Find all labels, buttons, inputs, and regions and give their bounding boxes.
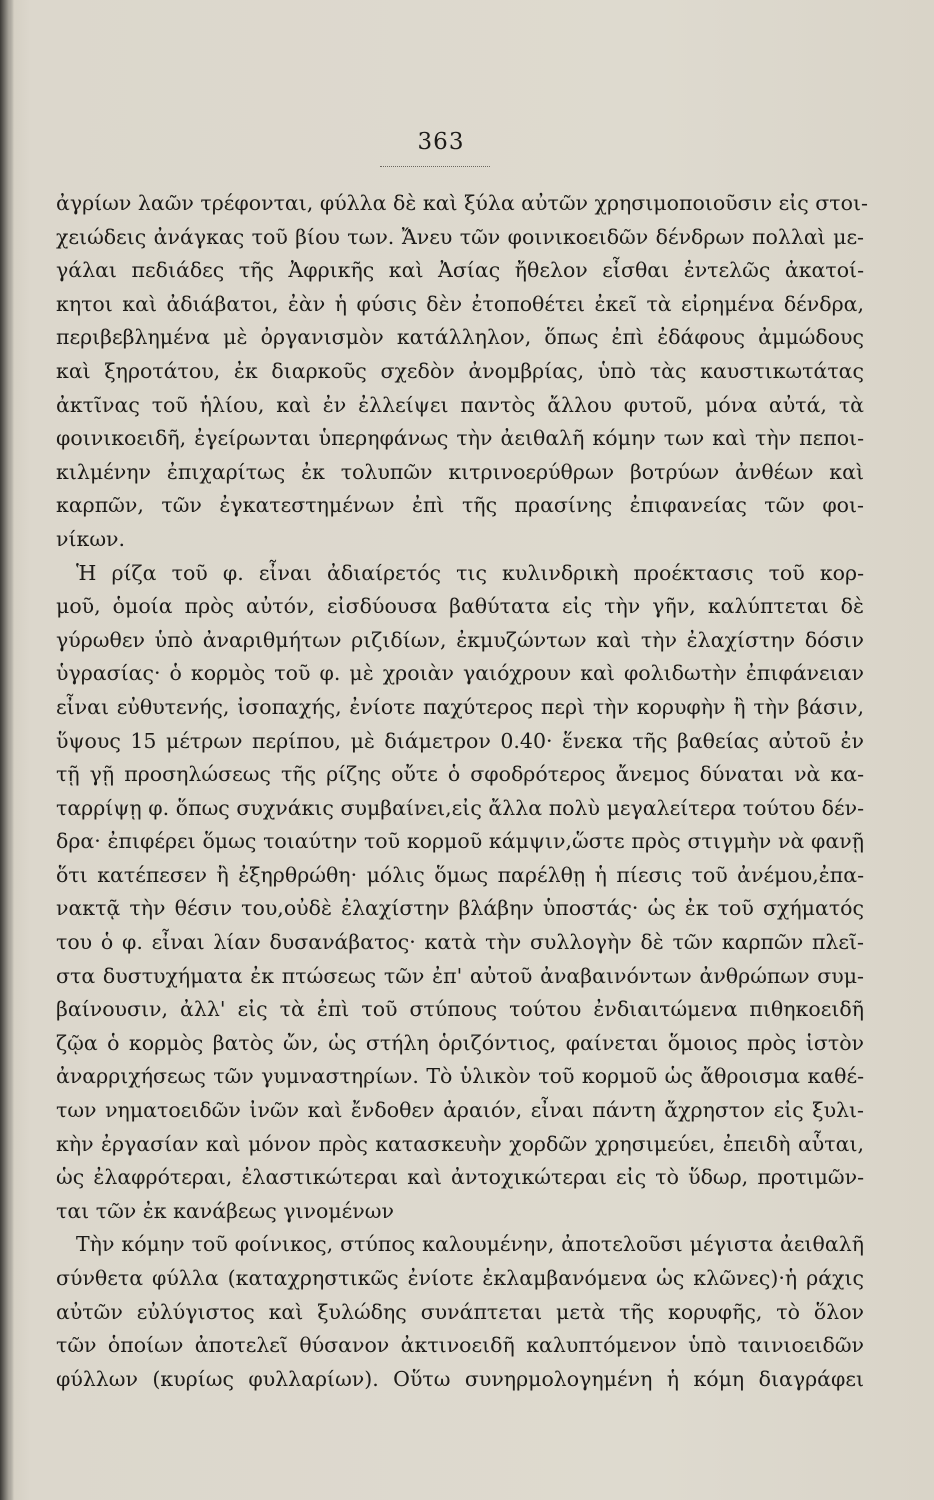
paragraph-start-line: Τὴν κόμην τοῦ φοίνικος, στύπος καλουμένην, ἀποτελοῦσι μέγιστα ἀειθαλῆ (76, 1232, 864, 1257)
text-line: ἀγρίων λαῶν τρέφονται, φύλλα δὲ καὶ ξύλα αὐτῶν χρησιμοποιοῦσιν εἰς στοι- (56, 191, 868, 215)
text-line: στα δυστυχήματα ἐκ πτώσεως τῶν ἐπ' αὐτοῦ ἀναβαινόντων ἀνθρώπων συμ- (56, 963, 864, 988)
page-gutter-shadow (0, 0, 14, 1500)
text-line: σύνθετα φύλλα (καταχρηστικῶς ἐνίοτε ἐκλαμβανόμενα ὡς κλῶνες)·ἡ ράχις (56, 1266, 864, 1290)
text-line: αὐτῶν εὐλύγιστος καὶ ξυλώδης συνάπτεται μετὰ τῆς κορυφῆς, τὸ ὅλον (56, 1299, 864, 1324)
body-text (56, 187, 868, 1396)
text-line: των νηματοειδῶν ἰνῶν καὶ ἔνδοθεν ἀραιόν, εἶναι πάντη ἄχρηστον εἰς ξυλι- (56, 1098, 864, 1123)
text-line: ὑγρασίας· ὁ κορμὸς τοῦ φ. μὲ χροιὰν γαιόχρουν καὶ φολιδωτὴν ἐπιφάνειαν (56, 661, 864, 686)
text-line: ζῷα ὁ κορμὸς βατὸς ὤν, ὡς στήλη ὁριζόντιος, φαίνεται ὅμοιος πρὸς ἱστὸν (56, 1030, 864, 1055)
text-line: ἀναρριχήσεως τῶν γυμναστηρίων. Τὸ ὑλικὸν τοῦ κορμοῦ ὡς ἄθροισμα καθέ- (56, 1064, 864, 1089)
page-number: 363 (417, 129, 465, 155)
text-line: ται τῶν ἐκ κανάβεως γινομένων (56, 1198, 394, 1223)
text-line: εἶναι εὐθυτενής, ἰσοπαχής, ἐνίοτε παχύτερος περὶ τὴν κορυφὴν ἢ τὴν βάσιν, (56, 694, 864, 719)
text-line: κὴν ἐργασίαν καὶ μόνον πρὸς κατασκευὴν χορδῶν χρησιμεύει, ἐπειδὴ αὗται, (56, 1131, 864, 1156)
text-line: περιβεβλημένα μὲ ὀργανισμὸν κατάλληλον, ὅπως ἐπὶ ἐδάφους ἀμμώδους (56, 325, 864, 350)
text-line: κητοι καὶ ἀδιάβατοι, ἐὰν ἡ φύσις δὲν ἐτοποθέτει ἐκεῖ τὰ εἰρημένα δένδρα, (56, 291, 864, 316)
text-line: νίκων. (56, 526, 126, 551)
text-line: γάλαι πεδιάδες τῆς Ἀφρικῆς καὶ Ἀσίας ἤθελον εἶσθαι ἐντελῶς ἀκατοί- (56, 258, 864, 283)
text-line: κιλμένην ἐπιχαρίτως ἐκ τολυπῶν κιτρινοερύθρων βοτρύων ἀνθέων καὶ (56, 459, 864, 484)
text-line: τῶν ὁποίων ἀποτελεῖ θύσανον ἀκτινοειδῆ καλυπτόμενον ὑπὸ ταινιοειδῶν (56, 1333, 864, 1358)
text-line: φύλλων (κυρίως φυλλαρίων). Οὕτω συνηρμολογημένη ἡ κόμη διαγράφει (56, 1366, 864, 1391)
text-line: βαίνουσιν, ἀλλ' εἰς τὰ ἐπὶ τοῦ στύπους τούτου ἐνδιαιτώμενα πιθηκοειδῆ (56, 997, 864, 1022)
text-line: ὅτι κατέπεσεν ἢ ἐξηρθρώθη· μόλις ὅμως παρέλθῃ ἡ πίεσις τοῦ ἀνέμου,ἐπα- (56, 862, 864, 887)
text-line: γύρωθεν ὑπὸ ἀναριθμήτων ριζιδίων, ἐκμυζώντων καὶ τὴν ἐλαχίστην δόσιν (56, 627, 864, 652)
text-line: ὕψους 15 μέτρων περίπου, μὲ διάμετρον 0.40· ἕνεκα τῆς βαθείας αὐτοῦ ἐν (56, 728, 864, 753)
text-line: νακτᾷ τὴν θέσιν του,οὐδὲ ἐλαχίστην βλάβην ὑποστάς· ὡς ἐκ τοῦ σχήματός (56, 896, 864, 921)
text-line: ὡς ἐλαφρότεραι, ἐλαστικώτεραι καὶ ἀντοχικώτεραι εἰς τὸ ὕδωρ, προτιμῶν- (56, 1165, 864, 1190)
text-line: τῇ γῇ προσηλώσεως τῆς ρίζης οὔτε ὁ σφοδρότερος ἄνεμος δύναται νὰ κα- (56, 762, 864, 787)
text-line: ταρρίψῃ φ. ὅπως συχνάκις συμβαίνει,εἰς ἄλλα πολὺ μεγαλείτερα τούτου δέν- (56, 795, 864, 820)
text-line: μοῦ, ὁμοία πρὸς αὐτόν, εἰσδύουσα βαθύτατα εἰς τὴν γῆν, καλύπτεται δὲ (56, 594, 864, 619)
header-dotted-rule (380, 166, 490, 167)
text-line: του ὁ φ. εἶναι λίαν δυσανάβατος· κατὰ τὴν συλλογὴν δὲ τῶν καρπῶν πλεῖ- (56, 930, 864, 955)
text-line: φοινικοειδῆ, ἐγείρωνται ὑπερηφάνως τὴν ἀειθαλῆ κόμην των καὶ τὴν πεποι- (56, 426, 864, 451)
text-line: καρπῶν, τῶν ἐγκατεστημένων ἐπὶ τῆς πρασίνης ἐπιφανείας τῶν φοι- (56, 493, 864, 518)
text-line: δρα· ἐπιφέρει ὅμως τοιαύτην τοῦ κορμοῦ κάμψιν,ὥστε πρὸς στιγμὴν νὰ φανῇ (56, 829, 864, 854)
text-line: ἀκτῖνας τοῦ ἡλίου, καὶ ἐν ἐλλείψει παντὸς ἄλλου φυτοῦ, μόνα αὐτά, τὰ (56, 392, 864, 417)
text-line: καὶ ξηροτάτου, ἐκ διαρκοῦς σχεδὸν ἀνομβρίας, ὑπὸ τὰς καυστικωτάτας (56, 358, 864, 383)
paragraph-start-line: Ἡ ρίζα τοῦ φ. εἶναι ἀδιαίρετός τις κυλινδρικὴ προέκτασις τοῦ κορ- (76, 560, 864, 585)
text-line: χειώδεις ἀνάγκας τοῦ βίου των. Ἄνευ τῶν φοινικοειδῶν δένδρων πολλαὶ με- (56, 224, 864, 249)
